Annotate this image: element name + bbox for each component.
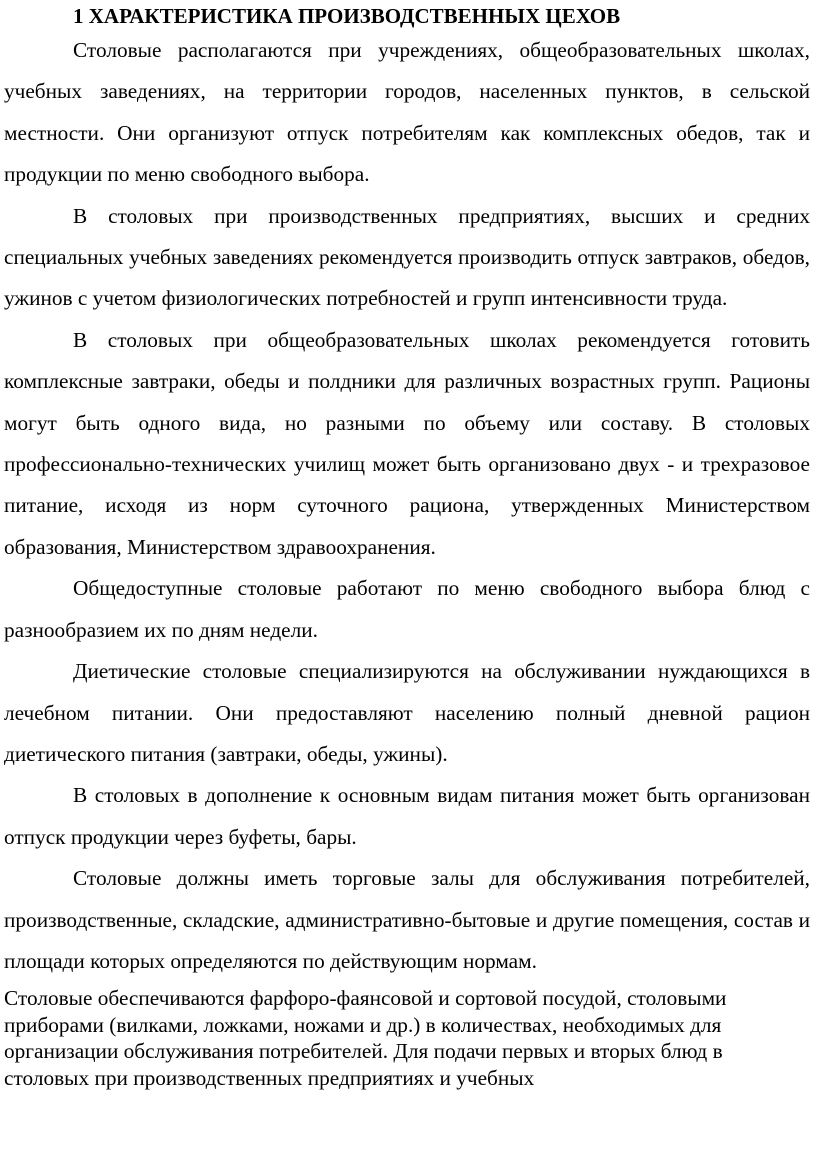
section-heading: 1 ХАРАКТЕРИСТИКА ПРОИЗВОДСТВЕННЫХ ЦЕХОВ [73,4,621,28]
paragraph-5: Диетические столовые специализируются на обслуживании нуждающихся в лечебном питании. Они предоставляют населению полный дневной рацион диетического питания (завтраки, обеды, ужины). [4,659,810,766]
paragraph-8: Столовые обеспечиваются фарфоро-фаянсовой и сортовой посудой, столовыми приборами (вилками, ложками, ножами и др.) в количествах, необходимых для организации обслуживания потребителей. Для подачи первых и вторых блюд в столовых при производственных предприятиях и учебных [4,986,727,1090]
paragraph-7: Столовые должны иметь торговые залы для обслуживания потребителей, производственные, складские, административно-бытовые и другие помещения, состав и площади которых определяются по действующим нормам. [4,866,810,973]
paragraph-1: Столовые располагаются при учреждениях, общеобразовательных школах, учебных заведениях, на территории городов, населенных пунктов, в сельской местности. Они организуют отпуск потребителям как комплексных обедов, так и продукции по меню свободного выбора. [4,38,810,187]
paragraph-3: В столовых при общеобразовательных школах рекомендуется готовить комплексные завтраки, обеды и полдники для различных возрастных групп. Рационы могут быть одного вида, но разными по объему или составу. В столовых профессионально-технических училищ может быть организовано двух - и трехразовое питание, исходя из норм суточного рациона, утвержденных Министерством образования, Министерством здравоохранения. [4,327,810,559]
paragraph-2: В столовых при производственных предприятиях, высших и средних специальных учебных заведениях рекомендуется производить отпуск завтраков, обедов, ужинов с учетом физиологических потребностей и групп интенсивности труда. [4,203,810,311]
paragraph-4: Общедоступные столовые работают по меню свободного выбора блюд с разнообразием их по дням недели. [4,576,810,642]
paragraph-6: В столовых в дополнение к основным видам питания может быть организован отпуск продукции через буфеты, бары. [4,783,810,849]
